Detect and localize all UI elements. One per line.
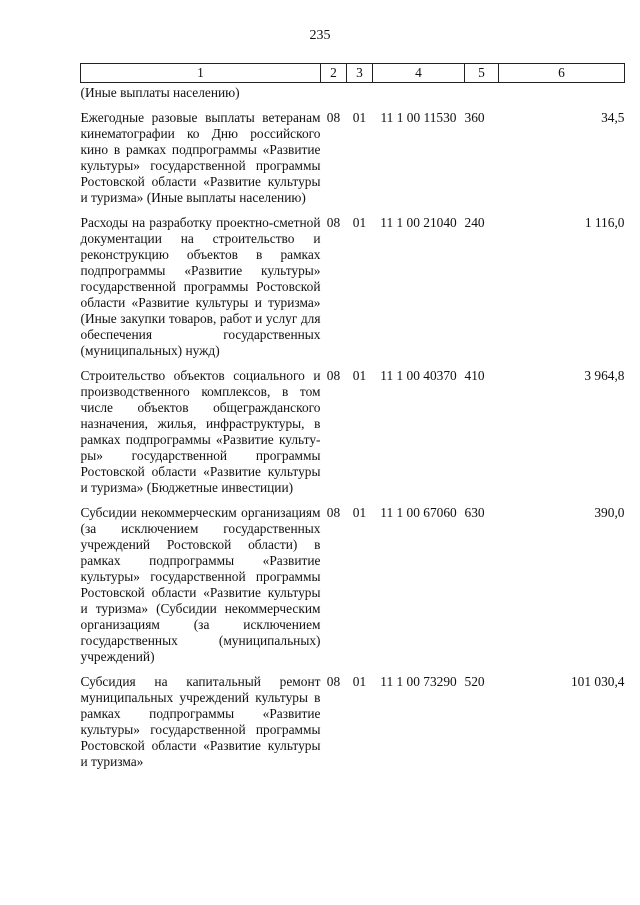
row-subsection: 01 bbox=[352, 674, 367, 689]
row-section: 08 bbox=[326, 368, 341, 383]
row-subsection bbox=[347, 83, 373, 102]
row-target-article: 11 1 00 73290 bbox=[380, 674, 457, 689]
row-expense-type: 240 bbox=[464, 215, 485, 230]
row-subsection: 01 bbox=[352, 110, 367, 125]
row-section bbox=[321, 83, 347, 102]
row-expense-type: 520 bbox=[464, 674, 485, 689]
table-header-row bbox=[81, 64, 625, 83]
row-subsection: 01 bbox=[352, 505, 367, 520]
row-expense-type: 630 bbox=[464, 505, 485, 520]
budget-table bbox=[80, 63, 625, 770]
row-subsection: 01 bbox=[352, 368, 367, 383]
header-col-4: 4 bbox=[373, 64, 465, 83]
row-target-article: 11 1 00 11530 bbox=[380, 110, 457, 125]
row-expense-type bbox=[465, 83, 499, 102]
table-row bbox=[81, 496, 625, 665]
table-row bbox=[81, 101, 625, 206]
table-row bbox=[81, 83, 625, 102]
row-section: 08 bbox=[326, 505, 341, 520]
header-col-6: 6 bbox=[499, 64, 625, 83]
row-description: Субсидия на капитальный ремонт муниципальных учреждений культуры в рамках подпрограммы «Развитие культуры» государственной программы Ростовской области «Развитие культуры и туризма» bbox=[80, 674, 321, 769]
row-amount bbox=[499, 83, 625, 102]
table-row bbox=[81, 665, 625, 770]
row-amount: 34,5 bbox=[601, 110, 625, 125]
page-number: 235 bbox=[309, 28, 331, 43]
row-section: 08 bbox=[326, 215, 341, 230]
row-target-article: 11 1 00 21040 bbox=[380, 215, 457, 230]
table-row bbox=[81, 359, 625, 496]
row-subsection: 01 bbox=[352, 215, 367, 230]
row-description: Субсидии некоммерческим организациям (за исключением государственных учреждений Ростовской области) в рамках подпрограммы «Развитие культуры» государственной программы Ростовской области «Развитие культуры и туризма» (Субсидии некоммерческим организациям (за исключением государственных (муниципальных) учреждений) bbox=[80, 505, 321, 664]
row-target-article: 11 1 00 67060 bbox=[380, 505, 457, 520]
row-amount: 101 030,4 bbox=[570, 674, 625, 689]
row-expense-type: 360 bbox=[464, 110, 485, 125]
row-target-article: 11 1 00 40370 bbox=[380, 368, 457, 383]
row-expense-type: 410 bbox=[464, 368, 485, 383]
row-amount: 3 964,8 bbox=[584, 368, 625, 383]
header-col-2: 2 bbox=[321, 64, 347, 83]
header-col-5: 5 bbox=[465, 64, 499, 83]
header-col-1: 1 bbox=[81, 64, 321, 83]
row-target-article bbox=[373, 83, 465, 102]
row-description: Ежегодные разовые выплаты ветеранам кинематографии ко Дню российского кино в рамках подпрограммы «Развитие культуры» государственной программы Ростовской области «Развитие культуры и туризма» (Иные выплаты населению) bbox=[80, 110, 321, 205]
row-description: (Иные выплаты населению) bbox=[80, 85, 240, 100]
header-col-3: 3 bbox=[347, 64, 373, 83]
row-amount: 1 116,0 bbox=[584, 215, 625, 230]
table-row bbox=[81, 206, 625, 359]
row-description: Расходы на разработку проектно-сметной документации на строительство и реконструкцию объектов в рамках подпрограммы «Развитие культуры» государственной программы Ростовской области «Развитие культуры и туризма» (Иные закупки товаров, работ и услуг для обеспечения государственных (муниципальных) нужд) bbox=[80, 215, 321, 358]
row-description: Строительство объектов социального и производственного комплексов, в том числе объектов общегражданского назначения, жилья, инфраструктуры, в рамках подпрограммы «Развитие культуры» государственной программы Ростовской области «Развитие культуры и туризма» (Бюджетные инвестиции) bbox=[80, 368, 321, 495]
row-section: 08 bbox=[326, 110, 341, 125]
row-section: 08 bbox=[326, 674, 341, 689]
row-amount: 390,0 bbox=[594, 505, 625, 520]
